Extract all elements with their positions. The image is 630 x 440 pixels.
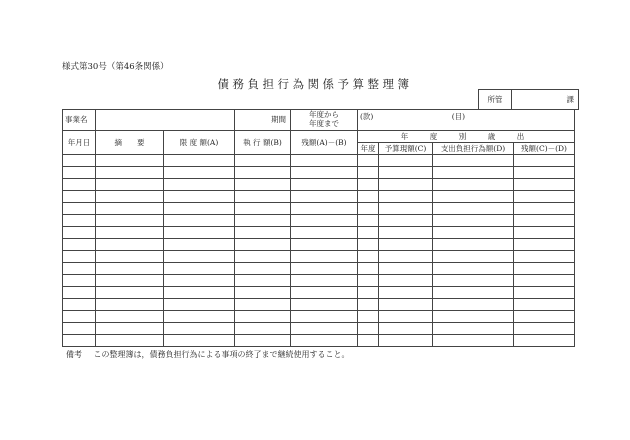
- table-cell[interactable]: [63, 323, 96, 335]
- table-cell[interactable]: [164, 251, 235, 263]
- table-cell[interactable]: [433, 335, 514, 347]
- table-cell[interactable]: [63, 203, 96, 215]
- table-cell[interactable]: [514, 215, 575, 227]
- table-cell[interactable]: [291, 311, 358, 323]
- table-cell[interactable]: [358, 227, 379, 239]
- remarks-label: 備考: [66, 350, 82, 359]
- table-cell[interactable]: [235, 167, 291, 179]
- table-cell[interactable]: [291, 287, 358, 299]
- table-cell[interactable]: [514, 251, 575, 263]
- table-cell[interactable]: [433, 239, 514, 251]
- table-cell[interactable]: [164, 275, 235, 287]
- table-cell[interactable]: [433, 263, 514, 275]
- table-cell[interactable]: [164, 179, 235, 191]
- table-row: [63, 155, 575, 167]
- table-cell[interactable]: [235, 263, 291, 275]
- table-cell[interactable]: [358, 323, 379, 335]
- table-cell[interactable]: [63, 191, 96, 203]
- table-cell[interactable]: [433, 155, 514, 167]
- table-row: [63, 239, 575, 251]
- table-cell[interactable]: [291, 191, 358, 203]
- table-cell[interactable]: [96, 323, 164, 335]
- table-cell[interactable]: [96, 191, 164, 203]
- col-limit: 限 度 額(A): [164, 131, 235, 155]
- table-cell[interactable]: [96, 251, 164, 263]
- table-cell[interactable]: [164, 263, 235, 275]
- table-row: [63, 263, 575, 275]
- col-expended: 支出負担行為額(D): [433, 143, 514, 155]
- table-cell[interactable]: [433, 251, 514, 263]
- table-cell[interactable]: [291, 227, 358, 239]
- table-cell[interactable]: [291, 239, 358, 251]
- table-cell[interactable]: [164, 335, 235, 347]
- table-cell[interactable]: [358, 203, 379, 215]
- table-row: [63, 299, 575, 311]
- table-cell[interactable]: [164, 323, 235, 335]
- table-cell[interactable]: [96, 335, 164, 347]
- department-label: 所管: [479, 90, 512, 110]
- table-cell[interactable]: [514, 275, 575, 287]
- table-cell[interactable]: [164, 191, 235, 203]
- table-cell[interactable]: [96, 203, 164, 215]
- col-year: 年度: [358, 143, 379, 155]
- ledger-body: [63, 155, 575, 347]
- table-cell[interactable]: [433, 167, 514, 179]
- table-cell[interactable]: [358, 239, 379, 251]
- table-row: [63, 251, 575, 263]
- table-cell[interactable]: [291, 251, 358, 263]
- document-title: 債務負担行為関係予算整理簿: [217, 77, 413, 91]
- table-cell[interactable]: [63, 239, 96, 251]
- table-cell[interactable]: [433, 299, 514, 311]
- col-summary: 摘 要: [96, 131, 164, 155]
- table-cell[interactable]: [358, 263, 379, 275]
- table-cell[interactable]: [291, 155, 358, 167]
- table-cell[interactable]: [358, 155, 379, 167]
- table-cell[interactable]: [96, 227, 164, 239]
- table-cell[interactable]: [514, 227, 575, 239]
- table-cell[interactable]: [164, 227, 235, 239]
- remarks-text: この整理簿は，債務負担行為による事項の終了まで継続使用すること。: [93, 350, 350, 359]
- table-cell[interactable]: [235, 155, 291, 167]
- table-cell[interactable]: [358, 335, 379, 347]
- table-cell[interactable]: [96, 275, 164, 287]
- table-row: [63, 227, 575, 239]
- moku-label: (目): [451, 112, 466, 121]
- table-cell[interactable]: [379, 179, 433, 191]
- table-cell[interactable]: [235, 311, 291, 323]
- col-yearly-expenditure: 年 度 別 歳 出: [358, 131, 575, 143]
- table-cell[interactable]: [63, 287, 96, 299]
- table-cell[interactable]: [379, 299, 433, 311]
- table-cell[interactable]: [291, 263, 358, 275]
- table-cell[interactable]: [379, 275, 433, 287]
- table-cell[interactable]: [514, 335, 575, 347]
- table-cell[interactable]: [164, 203, 235, 215]
- table-cell[interactable]: [291, 203, 358, 215]
- table-row: [63, 275, 575, 287]
- form-number: 様式第30号（第46条関係）: [62, 62, 169, 72]
- table-cell[interactable]: [235, 191, 291, 203]
- table-row: [63, 287, 575, 299]
- table-cell[interactable]: [96, 287, 164, 299]
- table-cell[interactable]: [379, 203, 433, 215]
- table-cell[interactable]: [63, 311, 96, 323]
- table-cell[interactable]: [379, 215, 433, 227]
- table-row: [63, 167, 575, 179]
- table-cell[interactable]: [63, 275, 96, 287]
- table-cell[interactable]: [96, 239, 164, 251]
- table-cell[interactable]: [164, 311, 235, 323]
- table-cell[interactable]: [164, 239, 235, 251]
- col-balance-ab: 残額(A)－(B): [291, 131, 358, 155]
- table-cell[interactable]: [291, 167, 358, 179]
- table-cell[interactable]: [96, 179, 164, 191]
- table-cell[interactable]: [96, 155, 164, 167]
- table-row: [63, 335, 575, 347]
- table-cell[interactable]: [235, 251, 291, 263]
- table-cell[interactable]: [63, 215, 96, 227]
- table-cell[interactable]: [63, 263, 96, 275]
- table-cell[interactable]: [379, 287, 433, 299]
- table-cell[interactable]: [63, 155, 96, 167]
- table-cell[interactable]: [433, 215, 514, 227]
- budget-classification: [358, 110, 575, 131]
- table-cell[interactable]: [96, 311, 164, 323]
- table-cell[interactable]: [358, 179, 379, 191]
- table-row: [63, 203, 575, 215]
- table-cell[interactable]: [235, 335, 291, 347]
- period-from: 年度から: [309, 110, 339, 120]
- table-cell[interactable]: [358, 251, 379, 263]
- table-cell[interactable]: [164, 215, 235, 227]
- table-cell[interactable]: [433, 179, 514, 191]
- table-cell[interactable]: [379, 227, 433, 239]
- table-cell[interactable]: [235, 179, 291, 191]
- table-cell[interactable]: [514, 323, 575, 335]
- project-name-label: 事業名: [63, 110, 96, 131]
- table-cell[interactable]: [514, 287, 575, 299]
- table-cell[interactable]: [63, 251, 96, 263]
- table-row: [63, 323, 575, 335]
- table-cell[interactable]: [96, 263, 164, 275]
- table-row: [63, 191, 575, 203]
- table-cell[interactable]: [514, 263, 575, 275]
- table-cell[interactable]: [358, 311, 379, 323]
- table-cell[interactable]: [433, 275, 514, 287]
- table-cell[interactable]: [379, 311, 433, 323]
- remarks: [66, 349, 350, 360]
- table-cell[interactable]: [235, 215, 291, 227]
- table-cell[interactable]: [379, 239, 433, 251]
- table-cell[interactable]: [235, 239, 291, 251]
- table-cell[interactable]: [291, 323, 358, 335]
- table-cell[interactable]: [291, 179, 358, 191]
- table-cell[interactable]: [514, 167, 575, 179]
- ledger-table: [62, 109, 575, 347]
- table-cell[interactable]: [291, 299, 358, 311]
- table-cell[interactable]: [358, 191, 379, 203]
- table-cell[interactable]: [164, 287, 235, 299]
- period-range: [291, 110, 358, 131]
- table-cell[interactable]: [235, 227, 291, 239]
- table-cell[interactable]: [63, 167, 96, 179]
- table-cell[interactable]: [514, 203, 575, 215]
- table-cell[interactable]: [379, 191, 433, 203]
- department-box: [478, 89, 579, 110]
- table-cell[interactable]: [433, 287, 514, 299]
- table-cell[interactable]: [63, 299, 96, 311]
- table-cell[interactable]: [433, 323, 514, 335]
- table-cell[interactable]: [63, 179, 96, 191]
- table-cell[interactable]: [358, 275, 379, 287]
- table-cell[interactable]: [433, 227, 514, 239]
- table-cell[interactable]: [164, 155, 235, 167]
- table-cell[interactable]: [235, 299, 291, 311]
- col-budget: 予算現額(C): [379, 143, 433, 155]
- table-cell[interactable]: [96, 167, 164, 179]
- table-cell[interactable]: [164, 167, 235, 179]
- table-cell[interactable]: [379, 263, 433, 275]
- kan-label: (款): [360, 112, 374, 121]
- table-cell[interactable]: [358, 287, 379, 299]
- table-cell[interactable]: [63, 227, 96, 239]
- table-cell[interactable]: [379, 323, 433, 335]
- table-cell[interactable]: [63, 335, 96, 347]
- table-cell[interactable]: [433, 311, 514, 323]
- period-label: 期間: [235, 110, 291, 131]
- table-cell[interactable]: [235, 323, 291, 335]
- table-cell[interactable]: [379, 155, 433, 167]
- table-cell[interactable]: [379, 335, 433, 347]
- table-cell[interactable]: [379, 251, 433, 263]
- table-row: [63, 311, 575, 323]
- table-cell[interactable]: [291, 275, 358, 287]
- table-row: [63, 179, 575, 191]
- table-cell[interactable]: [358, 167, 379, 179]
- col-date: 年月日: [63, 131, 96, 155]
- table-cell[interactable]: [514, 311, 575, 323]
- table-cell[interactable]: [164, 299, 235, 311]
- table-cell[interactable]: [514, 191, 575, 203]
- table-cell[interactable]: [358, 299, 379, 311]
- table-cell[interactable]: [235, 203, 291, 215]
- table-cell[interactable]: [291, 215, 358, 227]
- table-cell[interactable]: [514, 299, 575, 311]
- table-cell[interactable]: [514, 239, 575, 251]
- period-to: 年度まで: [309, 119, 339, 128]
- col-balance-cd: 残額(C)－(D): [514, 143, 575, 155]
- table-cell[interactable]: [96, 299, 164, 311]
- col-executed: 執 行 額(B): [235, 131, 291, 155]
- table-cell[interactable]: [433, 203, 514, 215]
- table-row: [63, 215, 575, 227]
- table-cell[interactable]: [291, 335, 358, 347]
- table-cell[interactable]: [433, 191, 514, 203]
- table-cell[interactable]: [514, 155, 575, 167]
- table-cell[interactable]: [235, 287, 291, 299]
- table-cell[interactable]: [514, 179, 575, 191]
- project-name-field[interactable]: [96, 110, 235, 131]
- table-cell[interactable]: [96, 215, 164, 227]
- department-unit: 課: [512, 90, 579, 110]
- table-cell[interactable]: [235, 275, 291, 287]
- table-cell[interactable]: [379, 167, 433, 179]
- table-cell[interactable]: [358, 215, 379, 227]
